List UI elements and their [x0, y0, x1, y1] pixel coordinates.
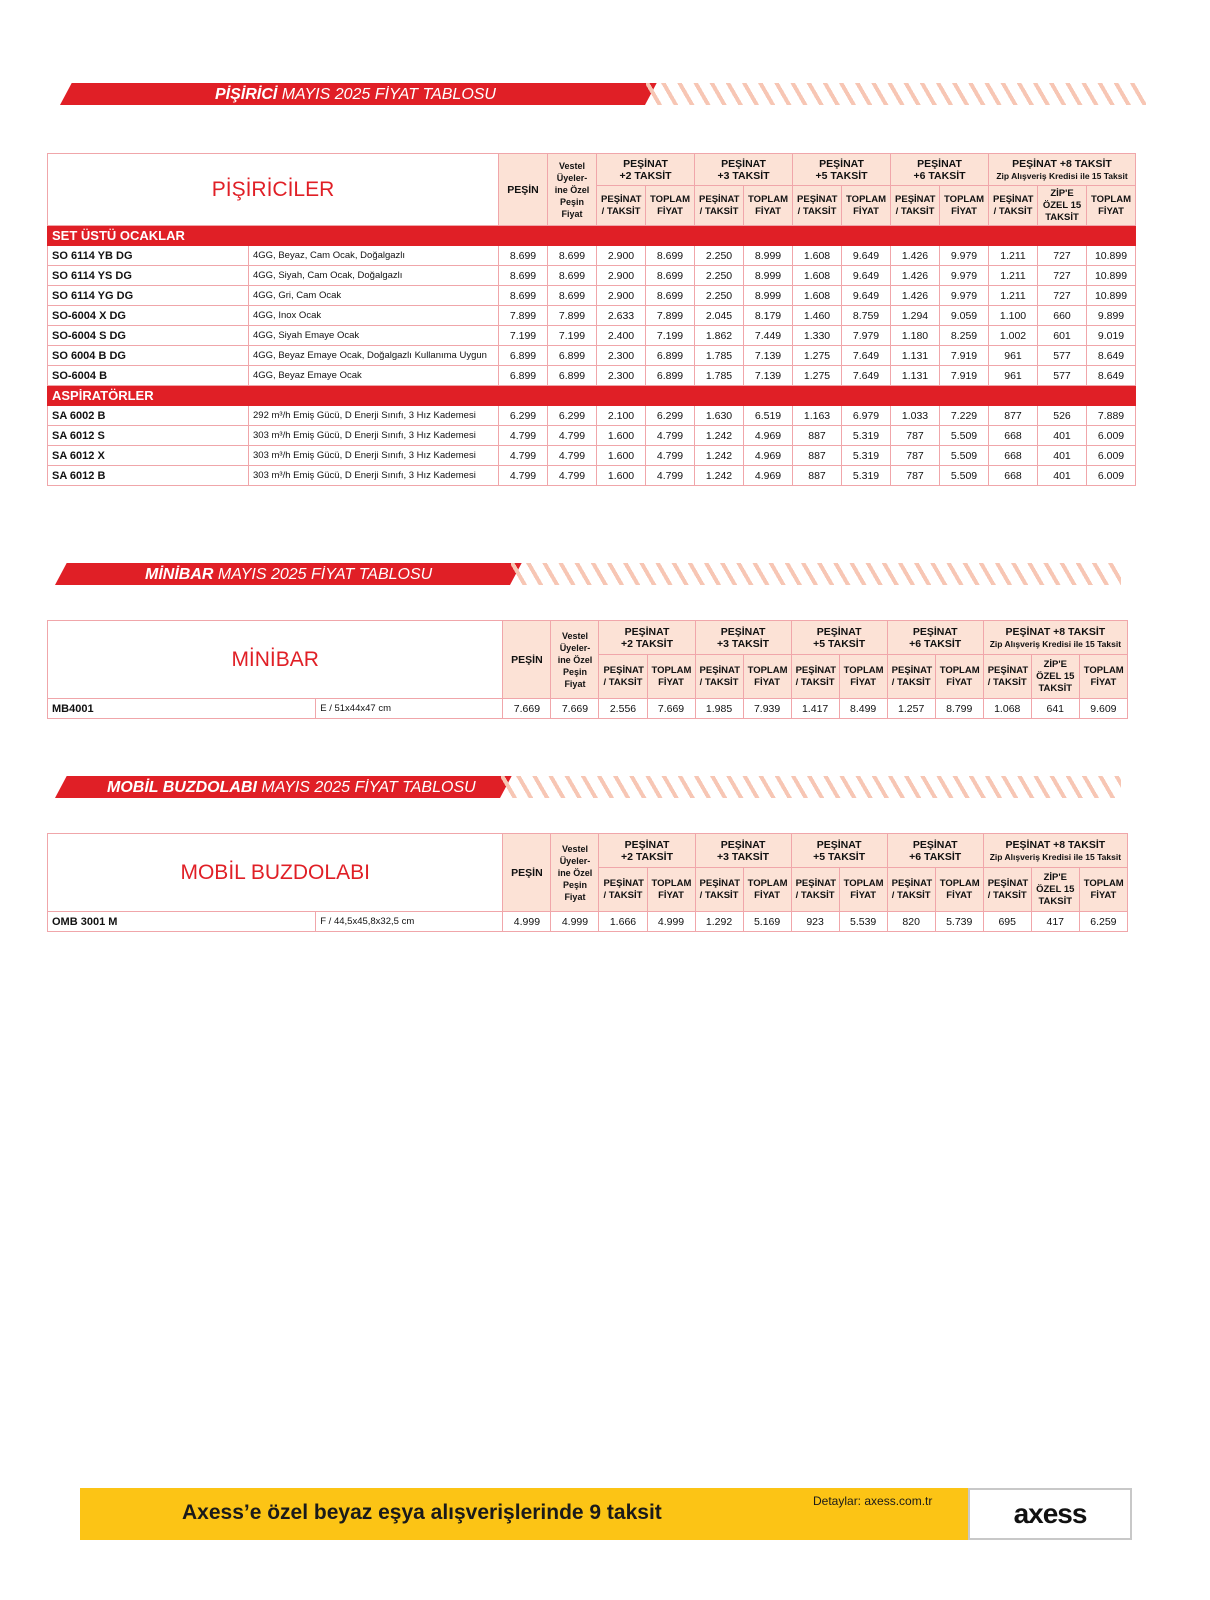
price-cell: 1.862: [695, 326, 744, 346]
price-cell: 8.649: [1087, 366, 1136, 386]
axess-logo: [968, 1488, 1132, 1540]
price-cell: 668: [989, 426, 1038, 446]
price-cell: 401: [1038, 466, 1087, 486]
sub-pesinat: PEŞİNAT / TAKSİT: [597, 186, 646, 226]
price-cell: 9.059: [940, 306, 989, 326]
product-description: E / 51x44x47 cm: [316, 699, 503, 719]
price-cell: 887: [793, 466, 842, 486]
price-cell: 8.999: [744, 246, 793, 266]
price-cell: 6.899: [548, 366, 597, 386]
price-cell: 887: [793, 426, 842, 446]
price-cell: 7.919: [940, 366, 989, 386]
col-vestel: Vestel Üyeler- ine Özel Peşin Fiyat: [551, 834, 599, 912]
price-cell: 7.199: [499, 326, 548, 346]
price-cell: 8.699: [548, 286, 597, 306]
table-row: [48, 406, 1136, 426]
banner-stripes: [646, 83, 1146, 105]
price-cell: 668: [989, 466, 1038, 486]
price-cell: 2.400: [597, 326, 646, 346]
price-cell: 2.900: [597, 246, 646, 266]
price-cell: 1.785: [695, 366, 744, 386]
price-cell: 5.169: [743, 912, 791, 932]
price-cell: 7.649: [842, 366, 891, 386]
product-code: OMB 3001 M: [48, 912, 316, 932]
sub-zip: ZİP'E ÖZEL 15 TAKSİT: [1031, 655, 1079, 699]
sub-pesinat: PEŞİNAT / TAKSİT: [983, 655, 1031, 699]
price-cell: 6.899: [548, 346, 597, 366]
promo-text: Axess’e özel beyaz eşya alışverişlerinde 9 taksit: [182, 1501, 662, 1524]
price-cell: 1.257: [887, 699, 935, 719]
price-table-mobil-buzdolabi: [47, 833, 1128, 932]
sub-toplam: TOPLAM FİYAT: [744, 186, 793, 226]
price-cell: 1.426: [891, 246, 940, 266]
banner-title-rest: MAYIS 2025 FİYAT TABLOSU: [281, 86, 496, 103]
price-cell: 601: [1038, 326, 1087, 346]
price-cell: 8.699: [548, 266, 597, 286]
price-cell: 2.556: [599, 699, 647, 719]
axess-logo-text: axess: [1013, 1498, 1087, 1529]
price-cell: 6.009: [1087, 446, 1136, 466]
price-cell: 7.889: [1087, 406, 1136, 426]
price-cell: 7.979: [842, 326, 891, 346]
price-table-pisirici: [47, 153, 1136, 486]
col-group-2-taksit: PEŞİNAT +2 TAKSİT: [599, 834, 695, 868]
sub-toplam: TOPLAM FİYAT: [647, 868, 695, 912]
price-cell: 4.799: [548, 466, 597, 486]
price-cell: 727: [1038, 246, 1087, 266]
col-vestel: Vestel Üyeler- ine Özel Peşin Fiyat: [548, 154, 597, 226]
price-cell: 5.319: [842, 466, 891, 486]
col-vestel: Vestel Üyeler- ine Özel Peşin Fiyat: [551, 621, 599, 699]
product-code: SA 6002 B: [48, 406, 249, 426]
price-cell: 7.669: [647, 699, 695, 719]
price-table-minibar: [47, 620, 1128, 719]
price-cell: 1.292: [695, 912, 743, 932]
product-description: 4GG, Siyah, Cam Ocak, Doğalgazlı: [249, 266, 499, 286]
table-body: [48, 226, 1136, 486]
price-cell: 820: [887, 912, 935, 932]
price-cell: 6.519: [744, 406, 793, 426]
sub-pesinat: PEŞİNAT / TAKSİT: [791, 868, 839, 912]
price-cell: 4.799: [499, 446, 548, 466]
sub-toplam: TOPLAM FİYAT: [839, 655, 887, 699]
price-cell: 6.899: [646, 346, 695, 366]
price-cell: 526: [1038, 406, 1087, 426]
price-cell: 10.899: [1087, 266, 1136, 286]
price-cell: 1.600: [597, 426, 646, 446]
price-cell: 7.449: [744, 326, 793, 346]
price-cell: 7.669: [503, 699, 551, 719]
price-cell: 4.969: [744, 446, 793, 466]
table-row: [48, 286, 1136, 306]
price-cell: 4.799: [646, 446, 695, 466]
price-cell: 1.033: [891, 406, 940, 426]
price-cell: 7.199: [646, 326, 695, 346]
banner-title: [107, 778, 476, 798]
price-cell: 6.259: [1079, 912, 1127, 932]
sub-pesinat: PEŞİNAT / TAKSİT: [599, 868, 647, 912]
price-cell: 1.131: [891, 366, 940, 386]
sub-pesinat: PEŞİNAT / TAKSİT: [887, 868, 935, 912]
price-cell: 9.979: [940, 286, 989, 306]
sub-toplam: TOPLAM FİYAT: [1079, 868, 1127, 912]
product-code: SO-6004 S DG: [48, 326, 249, 346]
price-cell: 6.979: [842, 406, 891, 426]
price-cell: 2.045: [695, 306, 744, 326]
table-title: MOBİL BUZDOLABI: [48, 834, 503, 912]
table-row: [48, 426, 1136, 446]
price-cell: 401: [1038, 426, 1087, 446]
price-cell: 1.600: [597, 446, 646, 466]
price-cell: 6.299: [548, 406, 597, 426]
col-group-8-taksit: PEŞİNAT +8 TAKSİT Zip Alışveriş Kredisi ile 15 Taksit: [983, 834, 1127, 868]
product-code: SO 6114 YB DG: [48, 246, 249, 266]
sub-pesinat: PEŞİNAT / TAKSİT: [695, 868, 743, 912]
price-cell: 9.649: [842, 286, 891, 306]
price-cell: 6.899: [646, 366, 695, 386]
sub-pesinat: PEŞİNAT / TAKSİT: [891, 186, 940, 226]
price-cell: 8.699: [646, 286, 695, 306]
sub-pesinat: PEŞİNAT / TAKSİT: [887, 655, 935, 699]
col-pesin: PEŞİN: [499, 154, 548, 226]
price-cell: 1.068: [983, 699, 1031, 719]
price-cell: 10.899: [1087, 246, 1136, 266]
price-cell: 6.009: [1087, 426, 1136, 446]
price-cell: 1.608: [793, 246, 842, 266]
price-cell: 1.460: [793, 306, 842, 326]
price-cell: 1.100: [989, 306, 1038, 326]
price-cell: 1.666: [599, 912, 647, 932]
banner-stripes: [501, 776, 1121, 798]
price-cell: 6.899: [499, 366, 548, 386]
col-group-3-taksit: PEŞİNAT +3 TAKSİT: [695, 621, 791, 655]
category-label: SET ÜSTÜ OCAKLAR: [48, 226, 1136, 246]
price-cell: 1.131: [891, 346, 940, 366]
product-code: SA 6012 S: [48, 426, 249, 446]
price-cell: 7.139: [744, 366, 793, 386]
col-group-8-taksit: PEŞİNAT +8 TAKSİT Zip Alışveriş Kredisi ile 15 Taksit: [983, 621, 1127, 655]
banner-title-bold: MOBİL BUZDOLABI: [107, 779, 257, 796]
sub-toplam: TOPLAM FİYAT: [842, 186, 891, 226]
price-cell: 2.250: [695, 266, 744, 286]
price-cell: 6.009: [1087, 466, 1136, 486]
banner-title: [215, 85, 496, 105]
col-pesin: PEŞİN: [503, 621, 551, 699]
price-cell: 9.649: [842, 246, 891, 266]
sub-zip: ZİP'E ÖZEL 15 TAKSİT: [1038, 186, 1087, 226]
price-cell: 695: [983, 912, 1031, 932]
product-description: 303 m³/h Emiş Gücü, D Enerji Sınıfı, 3 Hız Kademesi: [249, 446, 499, 466]
sub-toplam: TOPLAM FİYAT: [1087, 186, 1136, 226]
category-row: [48, 226, 1136, 246]
product-code: SO 6004 B DG: [48, 346, 249, 366]
price-cell: 2.900: [597, 266, 646, 286]
price-cell: 1.608: [793, 266, 842, 286]
product-description: 292 m³/h Emiş Gücü, D Enerji Sınıfı, 3 Hız Kademesi: [249, 406, 499, 426]
col-group-5-taksit: PEŞİNAT +5 TAKSİT: [793, 154, 891, 186]
table-body: [48, 912, 1128, 932]
price-cell: 5.509: [940, 446, 989, 466]
price-cell: 4.799: [646, 426, 695, 446]
sub-pesinat: PEŞİNAT / TAKSİT: [793, 186, 842, 226]
price-cell: 10.899: [1087, 286, 1136, 306]
price-cell: 877: [989, 406, 1038, 426]
price-cell: 9.979: [940, 266, 989, 286]
col-group-3-taksit: PEŞİNAT +3 TAKSİT: [695, 834, 791, 868]
product-description: 303 m³/h Emiş Gücü, D Enerji Sınıfı, 3 Hız Kademesi: [249, 426, 499, 446]
price-cell: 668: [989, 446, 1038, 466]
sub-toplam: TOPLAM FİYAT: [647, 655, 695, 699]
price-cell: 8.699: [499, 266, 548, 286]
banner-title-bold: MİNİBAR: [145, 566, 214, 583]
table-row: [48, 306, 1136, 326]
price-cell: 7.649: [842, 346, 891, 366]
product-description: 303 m³/h Emiş Gücü, D Enerji Sınıfı, 3 Hız Kademesi: [249, 466, 499, 486]
price-cell: 787: [891, 446, 940, 466]
product-code: SA 6012 B: [48, 466, 249, 486]
price-cell: 4.799: [499, 426, 548, 446]
price-cell: 1.275: [793, 346, 842, 366]
price-cell: 5.539: [839, 912, 887, 932]
price-cell: 8.699: [646, 266, 695, 286]
promo-footer: [80, 1488, 1132, 1540]
price-cell: 7.139: [744, 346, 793, 366]
sub-pesinat: PEŞİNAT / TAKSİT: [695, 655, 743, 699]
product-description: 4GG, Beyaz Emaye Ocak: [249, 366, 499, 386]
table-row: [48, 446, 1136, 466]
price-cell: 577: [1038, 366, 1087, 386]
product-code: SO 6114 YS DG: [48, 266, 249, 286]
price-cell: 9.019: [1087, 326, 1136, 346]
table-title: PİŞİRİCİLER: [48, 154, 499, 226]
col-group-3-taksit: PEŞİNAT +3 TAKSİT: [695, 154, 793, 186]
table-row: [48, 699, 1128, 719]
price-cell: 5.319: [842, 426, 891, 446]
price-cell: 401: [1038, 446, 1087, 466]
price-cell: 9.609: [1079, 699, 1127, 719]
price-cell: 7.899: [499, 306, 548, 326]
price-cell: 1.180: [891, 326, 940, 346]
price-cell: 8.759: [842, 306, 891, 326]
sub-toplam: TOPLAM FİYAT: [839, 868, 887, 912]
price-cell: 4.969: [744, 426, 793, 446]
banner-pisirici: [50, 83, 1150, 105]
price-cell: 1.211: [989, 266, 1038, 286]
sub-toplam: TOPLAM FİYAT: [940, 186, 989, 226]
price-cell: 8.699: [499, 246, 548, 266]
product-description: 4GG, Beyaz, Cam Ocak, Doğalgazlı: [249, 246, 499, 266]
price-cell: 961: [989, 366, 1038, 386]
table-row: [48, 246, 1136, 266]
price-cell: 8.999: [744, 266, 793, 286]
price-cell: 1.985: [695, 699, 743, 719]
price-cell: 1.294: [891, 306, 940, 326]
price-cell: 8.259: [940, 326, 989, 346]
banner-title: [145, 565, 432, 585]
price-cell: 9.649: [842, 266, 891, 286]
price-cell: 8.179: [744, 306, 793, 326]
price-cell: 1.242: [695, 466, 744, 486]
price-cell: 2.250: [695, 286, 744, 306]
price-cell: 7.919: [940, 346, 989, 366]
price-cell: 8.799: [935, 699, 983, 719]
price-cell: 660: [1038, 306, 1087, 326]
price-cell: 8.499: [839, 699, 887, 719]
price-cell: 1.417: [791, 699, 839, 719]
price-cell: 1.600: [597, 466, 646, 486]
product-description: 4GG, Inox Ocak: [249, 306, 499, 326]
price-cell: 1.330: [793, 326, 842, 346]
category-label: ASPİRATÖRLER: [48, 386, 1136, 406]
table-row: [48, 466, 1136, 486]
price-cell: 727: [1038, 266, 1087, 286]
price-cell: 1.426: [891, 266, 940, 286]
col-group-5-taksit: PEŞİNAT +5 TAKSİT: [791, 621, 887, 655]
price-cell: 9.979: [940, 246, 989, 266]
price-cell: 2.250: [695, 246, 744, 266]
price-cell: 2.900: [597, 286, 646, 306]
price-cell: 4.999: [503, 912, 551, 932]
price-cell: 4.799: [646, 466, 695, 486]
price-cell: 1.785: [695, 346, 744, 366]
price-cell: 4.999: [647, 912, 695, 932]
col-group-6-taksit: PEŞİNAT +6 TAKSİT: [891, 154, 989, 186]
price-cell: 887: [793, 446, 842, 466]
price-cell: 2.633: [597, 306, 646, 326]
col-group-2-taksit: PEŞİNAT +2 TAKSİT: [599, 621, 695, 655]
price-cell: 787: [891, 466, 940, 486]
price-cell: 727: [1038, 286, 1087, 306]
price-cell: 2.300: [597, 346, 646, 366]
price-cell: 6.299: [646, 406, 695, 426]
price-cell: 7.669: [551, 699, 599, 719]
price-cell: 1.211: [989, 286, 1038, 306]
price-cell: 1.242: [695, 446, 744, 466]
price-cell: 1.275: [793, 366, 842, 386]
banner-title-rest: MAYIS 2025 FİYAT TABLOSU: [217, 566, 433, 583]
price-cell: 961: [989, 346, 1038, 366]
product-code: SO-6004 B: [48, 366, 249, 386]
col-pesin: PEŞİN: [503, 834, 551, 912]
price-cell: 1.211: [989, 246, 1038, 266]
price-cell: 1.630: [695, 406, 744, 426]
product-code: SO 6114 YG DG: [48, 286, 249, 306]
price-cell: 8.699: [499, 286, 548, 306]
price-cell: 9.899: [1087, 306, 1136, 326]
price-cell: 8.699: [646, 246, 695, 266]
sub-toplam: TOPLAM FİYAT: [1079, 655, 1127, 699]
col-group-5-taksit: PEŞİNAT +5 TAKSİT: [791, 834, 887, 868]
sub-pesinat: PEŞİNAT / TAKSİT: [983, 868, 1031, 912]
price-cell: 4.969: [744, 466, 793, 486]
product-description: F / 44,5x45,8x32,5 cm: [316, 912, 503, 932]
price-cell: 4.799: [548, 426, 597, 446]
product-description: 4GG, Siyah Emaye Ocak: [249, 326, 499, 346]
price-cell: 787: [891, 426, 940, 446]
price-cell: 1.163: [793, 406, 842, 426]
col-group-2-taksit: PEŞİNAT +2 TAKSİT: [597, 154, 695, 186]
product-description: 4GG, Beyaz Emaye Ocak, Doğalgazlı Kullanıma Uygun: [249, 346, 499, 366]
sub-zip: ZİP'E ÖZEL 15 TAKSİT: [1031, 868, 1079, 912]
price-cell: 8.699: [548, 246, 597, 266]
sub-pesinat: PEŞİNAT / TAKSİT: [599, 655, 647, 699]
sub-toplam: TOPLAM FİYAT: [743, 655, 791, 699]
price-cell: 4.799: [548, 446, 597, 466]
banner-minibar: [45, 563, 1145, 585]
product-code: MB4001: [48, 699, 316, 719]
price-cell: 6.899: [499, 346, 548, 366]
col-group-8-taksit: PEŞİNAT +8 TAKSİT Zip Alışveriş Kredisi ile 15 Taksit: [989, 154, 1136, 186]
price-cell: 7.939: [743, 699, 791, 719]
table-title: MİNİBAR: [48, 621, 503, 699]
col-group-6-taksit: PEŞİNAT +6 TAKSİT: [887, 834, 983, 868]
sub-toplam: TOPLAM FİYAT: [743, 868, 791, 912]
price-cell: 1.426: [891, 286, 940, 306]
price-cell: 7.899: [548, 306, 597, 326]
table-row: [48, 326, 1136, 346]
table-row: [48, 346, 1136, 366]
banner-title-rest: MAYIS 2025 FİYAT TABLOSU: [261, 779, 476, 796]
sub-pesinat: PEŞİNAT / TAKSİT: [791, 655, 839, 699]
product-code: SO-6004 X DG: [48, 306, 249, 326]
product-description: 4GG, Gri, Cam Ocak: [249, 286, 499, 306]
price-cell: 5.509: [940, 466, 989, 486]
banner-title-bold: PİŞİRİCİ: [215, 86, 278, 103]
price-cell: 641: [1031, 699, 1079, 719]
sub-pesinat: PEŞİNAT / TAKSİT: [989, 186, 1038, 226]
price-cell: 577: [1038, 346, 1087, 366]
table-body: [48, 699, 1128, 719]
table-row: [48, 266, 1136, 286]
price-cell: 8.649: [1087, 346, 1136, 366]
price-cell: 2.100: [597, 406, 646, 426]
price-cell: 1.002: [989, 326, 1038, 346]
price-cell: 1.608: [793, 286, 842, 306]
price-cell: 4.799: [499, 466, 548, 486]
price-cell: 4.999: [551, 912, 599, 932]
price-cell: 8.999: [744, 286, 793, 306]
product-code: SA 6012 X: [48, 446, 249, 466]
table-row: [48, 912, 1128, 932]
price-cell: 923: [791, 912, 839, 932]
promo-detail-link[interactable]: Detaylar: axess.com.tr: [813, 1494, 933, 1508]
sub-toplam: TOPLAM FİYAT: [935, 868, 983, 912]
price-cell: 7.199: [548, 326, 597, 346]
sub-toplam: TOPLAM FİYAT: [935, 655, 983, 699]
price-cell: 7.899: [646, 306, 695, 326]
price-cell: 5.319: [842, 446, 891, 466]
price-cell: 5.509: [940, 426, 989, 446]
banner-mobil-buzdolabi: [45, 776, 1145, 798]
price-cell: 2.300: [597, 366, 646, 386]
banner-stripes: [511, 563, 1121, 585]
price-cell: 417: [1031, 912, 1079, 932]
table-row: [48, 366, 1136, 386]
sub-toplam: TOPLAM FİYAT: [646, 186, 695, 226]
price-cell: 6.299: [499, 406, 548, 426]
category-row: [48, 386, 1136, 406]
price-cell: 5.739: [935, 912, 983, 932]
col-group-6-taksit: PEŞİNAT +6 TAKSİT: [887, 621, 983, 655]
price-cell: 1.242: [695, 426, 744, 446]
sub-pesinat: PEŞİNAT / TAKSİT: [695, 186, 744, 226]
price-cell: 7.229: [940, 406, 989, 426]
